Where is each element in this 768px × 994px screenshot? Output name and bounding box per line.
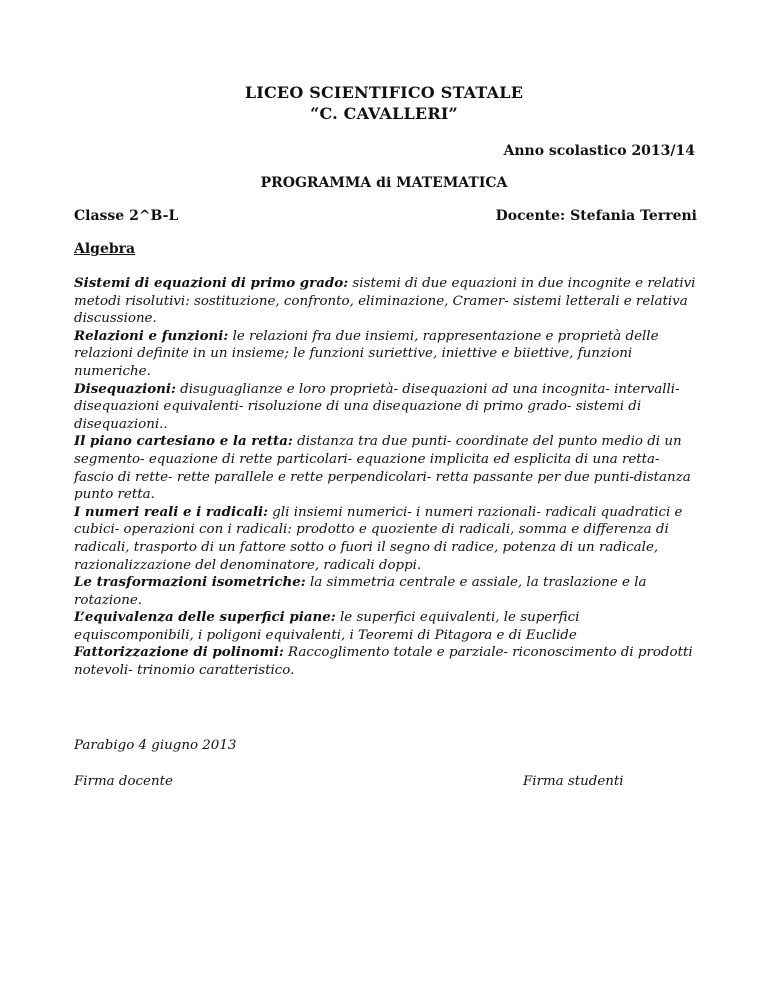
topic-text: le superfici equivalenti, le superfici equiscomponibili, i poligoni equivalenti, i Teoremi di Pitagora e di Euclide — [74, 610, 580, 643]
topic-title: Sistemi di equazioni di primo grado: — [74, 275, 349, 291]
topic-text: sistemi di due equazioni in due incognite e relativi metodi risolutivi: sostituzione, confronto, eliminazione, Cramer- sistemi letterali e relativa discussione. — [74, 276, 696, 327]
section-heading: Algebra — [74, 241, 136, 257]
topic-text: Raccoglimento totale e parziale- riconoscimento di prodotti notevoli- trinomio caratteristico. — [74, 645, 693, 679]
topic-title: Disequazioni: — [74, 380, 176, 397]
place-date: Parabigo 4 giugno 2013 — [74, 738, 237, 753]
topic-title: I numeri reali e i radicali: — [74, 503, 269, 520]
topic-item — [74, 504, 701, 574]
school-year: Anno scolastico 2013/14 — [503, 143, 695, 159]
topic-text: distanza tra due punti- coordinate del punto medio di un segmento- equazione di rette particolari- equazione implicita ed esplicita di una retta- fascio di rette- rette parallele e rette perpendicolari- retta passante per due punti-distanza punto retta. — [74, 434, 691, 503]
school-name: LICEO SCIENTIFICO STATALE — [244, 83, 524, 102]
topic-title: Fattorizzazione di polinomi: — [74, 644, 284, 661]
topic-item — [74, 644, 701, 679]
topic-item — [74, 574, 701, 609]
topics-list — [74, 275, 701, 680]
topic-title: L’equivalenza delle superfici piane: — [74, 609, 336, 626]
topic-title: Relazioni e funzioni: — [74, 327, 229, 344]
teacher-signature-label: Firma docente — [74, 774, 173, 789]
topic-text: disuguaglianze e loro proprietà- disequazioni ad una incognita- intervalli- disequazioni equivalenti- risoluzione di una disequazione di primo grado- sistemi di disequazioni.. — [74, 381, 680, 432]
students-signature-label: Firma studenti — [523, 774, 624, 789]
topic-text: gli insiemi numerici- i numeri razionali- radicali quadratici e cubici- operazioni con i radicali: prodotto e quoziente di radicali, somma e differenza di radicali, trasporto di un fattore sotto o fuori il segno di radice, potenza di un radicale, razionalizzazione del denominatore, radicali doppi. — [74, 504, 683, 573]
topic-item — [74, 328, 701, 381]
topic-item — [74, 381, 701, 434]
program-title: PROGRAMMA di MATEMATICA — [260, 175, 508, 191]
topic-title: Il piano cartesiano e la retta: — [74, 433, 293, 450]
school-subtitle: “C. CAVALLERI” — [310, 104, 458, 123]
teacher-label: Docente: Stefania Terreni — [495, 208, 697, 224]
topic-item — [74, 609, 701, 644]
class-label: Classe 2^B-L — [74, 208, 179, 224]
topic-text: le relazioni fra due insiemi, rappresentazione e proprietà delle relazioni definite in un insieme; le funzioni suriettive, iniettive e biiettive, funzioni numeriche. — [74, 328, 659, 379]
topic-item — [74, 433, 701, 503]
topic-text: la simmetria centrale e assiale, la traslazione e la rotazione. — [74, 575, 647, 608]
topic-title: Le trasformazioni isometriche: — [74, 574, 306, 591]
topic-item — [74, 275, 701, 328]
